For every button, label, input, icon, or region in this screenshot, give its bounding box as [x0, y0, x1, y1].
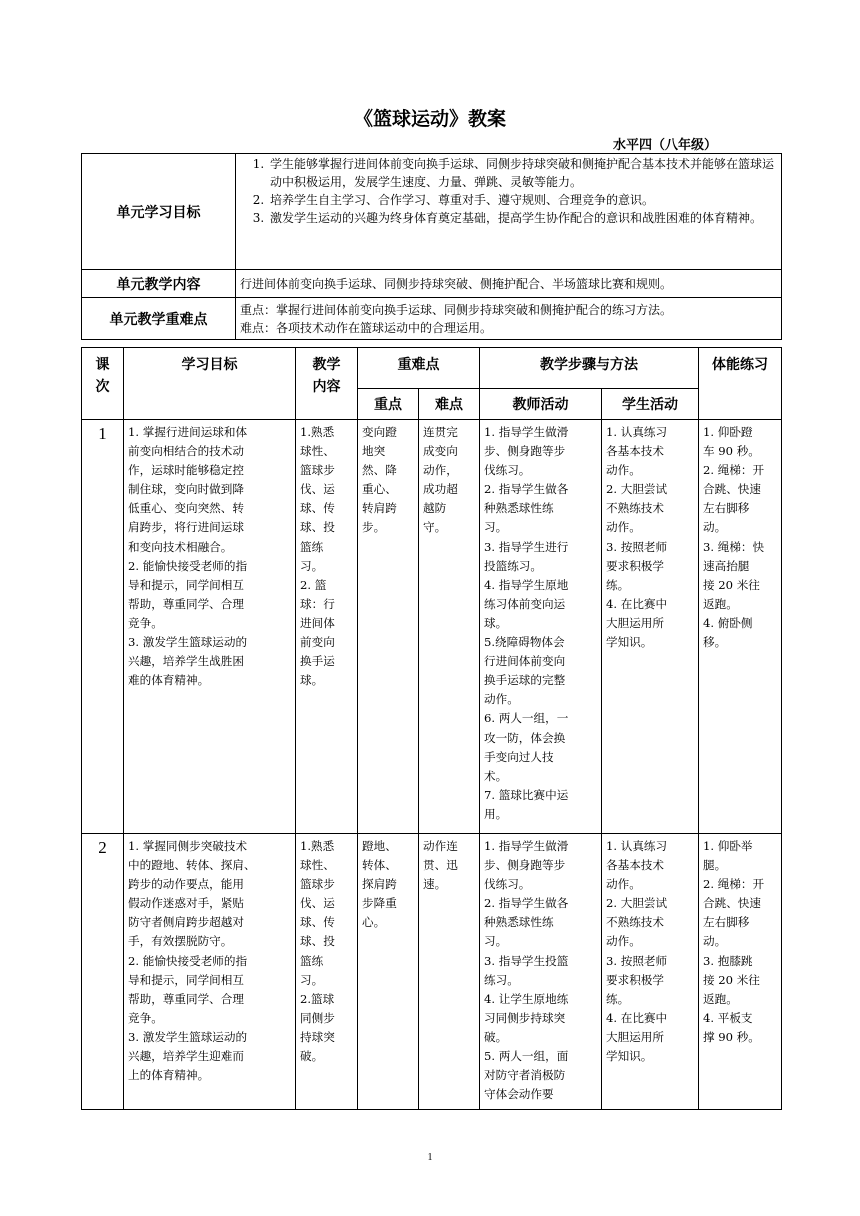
- cell-line: 变向蹬: [362, 425, 397, 439]
- lesson-student-activity: [602, 420, 699, 834]
- unit-goal-item: 3. 激发学生运动的兴趣为终身体育奠定基础，提高学生协作配合的意识和战胜困难的体育精神。: [268, 209, 777, 227]
- cell-line: 4. 在比赛中: [606, 1010, 668, 1025]
- cell-line: 球、传: [300, 501, 335, 516]
- cell-line: 习。: [300, 558, 324, 573]
- cell-line: 不熟练技术: [606, 501, 664, 516]
- unit-keypoints-cell: [236, 298, 782, 340]
- unit-goals-cell: [236, 154, 782, 270]
- cell-line: 4. 在比赛中: [606, 596, 668, 611]
- cell-line: 练。: [606, 577, 630, 592]
- steps-header: 教学步骤与方法: [480, 348, 699, 389]
- cell-line: 接 20 米往: [703, 972, 760, 987]
- cell-line: 合跳、快速: [703, 482, 761, 497]
- cell-line: 1. 认真练习: [606, 425, 668, 439]
- cell-line: 步降重: [362, 896, 397, 911]
- cell-line: 3. 按照老师: [606, 539, 668, 554]
- cell-line: 3. 抱膝跳: [703, 953, 753, 968]
- unit-goal-item: 1. 学生能够掌握行进间体前变向换手运球、同侧步持球突破和侧掩护配合基本技术并能够在篮球运动中积极运用，发展学生速度、力量、弹跳、灵敏等能力。: [268, 155, 777, 191]
- unit-content: 行进间体前变向换手运球、同侧步持球突破、侧掩护配合、半场篮球比赛和规则。: [236, 270, 782, 298]
- teacher-header: 教师活动: [480, 389, 602, 420]
- cell-line: 动作。: [606, 520, 641, 535]
- cell-line: 进间体: [300, 615, 335, 630]
- lesson-key: [358, 420, 419, 834]
- cell-line: 然、降: [362, 463, 397, 478]
- cell-line: 练习体前变向运: [484, 596, 566, 611]
- lesson-key: [358, 834, 419, 1110]
- cell-line: 4. 让学生原地练: [484, 991, 569, 1006]
- cell-line: 2. 绳梯：开: [703, 463, 765, 478]
- cell-line: 6. 两人一组，一: [484, 711, 569, 726]
- unit-goal-item: 2. 培养学生自主学习、合作学习、尊重对手、遵守规则、合理竞争的意识。: [268, 191, 777, 209]
- cell-line: 2. 大胆尝试: [606, 896, 668, 911]
- lesson-goals: [124, 834, 296, 1110]
- goals-header: 学习目标: [124, 348, 296, 420]
- cell-line: 左右脚移: [703, 915, 750, 930]
- cell-line: 球、投: [300, 520, 335, 535]
- cell-line: 动作连: [423, 839, 458, 853]
- cell-line: 成变向: [423, 444, 458, 459]
- cell-line: 4. 平板支: [703, 1010, 753, 1025]
- cell-line: 1. 指导学生做滑: [484, 839, 569, 853]
- cell-line: 转体、: [362, 858, 397, 873]
- cell-line: 篮练: [300, 953, 324, 968]
- cell-line: 守体会动作要: [484, 1087, 554, 1102]
- cell-line: 伐、运: [300, 896, 335, 911]
- lesson-number: 2: [82, 834, 124, 1110]
- cell-line: 伐练习。: [484, 463, 531, 478]
- cell-line: 重心、: [362, 482, 397, 497]
- cell-line: 各基本技术: [606, 444, 664, 459]
- cell-line: 速。: [423, 877, 447, 892]
- cell-line: 1.熟悉: [300, 839, 335, 853]
- cell-line: 腿。: [703, 858, 727, 873]
- cell-line: 投篮练习。: [484, 558, 542, 573]
- cell-line: 防守者侧肩跨步超越对: [128, 915, 244, 930]
- cell-line: 3. 激发学生篮球运动的: [128, 635, 248, 650]
- cell-line: 换手运: [300, 654, 335, 669]
- cell-line: 车 90 秒。: [703, 444, 760, 459]
- unit-difficulty: 难点：各项技术动作在篮球运动中的合理运用。: [240, 320, 493, 335]
- unit-content-label: 单元教学内容: [82, 270, 236, 298]
- cell-line: 1. 仰卧举: [703, 839, 753, 853]
- cell-line: 接 20 米往: [703, 577, 760, 592]
- cell-line: 5. 两人一组，面: [484, 1049, 569, 1064]
- cell-line: 3. 指导学生进行: [484, 539, 569, 554]
- cell-line: 球性、: [300, 858, 335, 873]
- cell-line: 2. 大胆尝试: [606, 482, 668, 497]
- cell-line: 练。: [606, 991, 630, 1006]
- cell-line: 贯、迅: [423, 858, 458, 873]
- cell-line: 合跳、快速: [703, 896, 761, 911]
- cell-line: 篮球步: [300, 463, 335, 478]
- cell-line: 动。: [703, 520, 727, 535]
- lesson-content: [296, 420, 358, 834]
- cell-line: 左右脚移: [703, 501, 750, 516]
- cell-line: 球。: [484, 615, 508, 630]
- cell-line: 要求积极学: [606, 558, 664, 573]
- cell-line: 返跑。: [703, 596, 738, 611]
- cell-line: 伐、运: [300, 482, 335, 497]
- cell-line: 4. 俯卧侧: [703, 615, 753, 630]
- cell-line: 难的体育精神。: [128, 673, 210, 688]
- cell-line: 3. 绳梯：快: [703, 539, 765, 554]
- cell-line: 导和提示，同学间相互: [128, 577, 244, 592]
- cell-line: 竞争。: [128, 1010, 163, 1025]
- cell-line: 种熟悉球性练: [484, 501, 554, 516]
- cell-line: 帮助，尊重同学、合理: [128, 991, 244, 1006]
- cell-line: 步、侧身跑等步: [484, 444, 566, 459]
- cell-line: 作，运球时能够稳定控: [128, 463, 244, 478]
- cell-line: 撑 90 秒。: [703, 1029, 760, 1044]
- cell-line: 上的体育精神。: [128, 1068, 210, 1083]
- lesson-fitness: [699, 834, 782, 1110]
- lesson-content: [296, 834, 358, 1110]
- cell-line: 球。: [300, 673, 324, 688]
- lesson-goals: [124, 420, 296, 834]
- cell-line: 3. 激发学生篮球运动的: [128, 1029, 248, 1044]
- lesson-number: 1: [82, 420, 124, 834]
- fitness-header: 体能练习: [699, 348, 782, 420]
- cell-line: 越防: [423, 501, 447, 516]
- cell-line: 速高抬腿: [703, 558, 750, 573]
- cell-line: 1. 指导学生做滑: [484, 425, 569, 439]
- cell-line: 探肩跨: [362, 877, 397, 892]
- cell-line: 低重心、变向突然、转: [128, 501, 244, 516]
- cell-line: 1. 认真练习: [606, 839, 668, 853]
- content-header: 教学 内容: [296, 348, 358, 420]
- cell-line: 动作。: [606, 934, 641, 949]
- cell-line: 学知识。: [606, 635, 653, 650]
- cell-line: 手，有效摆脱防守。: [128, 934, 233, 949]
- lesson-difficulty: [419, 834, 480, 1110]
- cell-line: 术。: [484, 768, 508, 783]
- cell-line: 破。: [484, 1029, 508, 1044]
- cell-line: 步、侧身跑等步: [484, 858, 566, 873]
- cell-line: 习。: [300, 972, 324, 987]
- cell-line: 3. 按照老师: [606, 953, 668, 968]
- cell-line: 手变向过人技: [484, 749, 554, 764]
- cell-line: 破。: [300, 1049, 324, 1064]
- cell-line: 步。: [362, 520, 386, 535]
- cell-line: 攻一防，体会换: [484, 730, 566, 745]
- cell-line: 返跑。: [703, 991, 738, 1006]
- cell-line: 球性、: [300, 444, 335, 459]
- cell-line: 要求积极学: [606, 972, 664, 987]
- lesson-student-activity: [602, 834, 699, 1110]
- cell-line: 2.篮球: [300, 991, 335, 1006]
- cell-line: 导和提示，同学间相互: [128, 972, 244, 987]
- unit-keypoints-label: 单元教学重难点: [82, 298, 236, 340]
- cell-line: 大胆运用所: [606, 1029, 664, 1044]
- cell-line: 动作。: [484, 692, 519, 707]
- cell-line: 守。: [423, 520, 447, 535]
- cell-line: 前变向相结合的技术动: [128, 444, 244, 459]
- cell-line: 球、投: [300, 934, 335, 949]
- cell-line: 球、传: [300, 915, 335, 930]
- unit-goals-list: [240, 155, 777, 227]
- lesson-plan-table: [81, 347, 782, 1110]
- cell-line: 动作。: [606, 463, 641, 478]
- cell-line: 1. 仰卧蹬: [703, 425, 753, 439]
- cell-line: 1.熟悉: [300, 425, 335, 439]
- lesson-difficulty: [419, 420, 480, 834]
- cell-line: 帮助，尊重同学、合理: [128, 596, 244, 611]
- cell-line: 兴趣，培养学生迎难而: [128, 1049, 244, 1064]
- cell-line: 大胆运用所: [606, 615, 664, 630]
- cell-line: 用。: [484, 806, 508, 821]
- cell-line: 成功超: [423, 482, 458, 497]
- cell-line: 习。: [484, 934, 508, 949]
- cell-line: 假动作迷惑对手，紧贴: [128, 896, 244, 911]
- cell-line: 各基本技术: [606, 858, 664, 873]
- page-number: 1: [427, 1152, 433, 1163]
- cell-line: 制住球，变向时做到降: [128, 482, 244, 497]
- lesson-row: [82, 420, 782, 834]
- cell-line: 同侧步: [300, 1010, 335, 1025]
- cell-line: 1. 掌握行进间运球和体: [128, 425, 248, 439]
- unit-keypoint: 重点：掌握行进间体前变向换手运球、同侧步持球突破和侧掩护配合的练习方法。: [240, 302, 673, 317]
- cell-line: 2. 篮: [300, 577, 327, 592]
- cell-line: 学知识。: [606, 1049, 653, 1064]
- cell-line: 蹬地、: [362, 839, 397, 853]
- cell-line: 习同侧步持球突: [484, 1010, 566, 1025]
- cell-line: 习。: [484, 520, 508, 535]
- cell-line: 持球突: [300, 1029, 335, 1044]
- cell-line: 跨步的动作要点，能用: [128, 877, 244, 892]
- cell-line: 4. 指导学生原地: [484, 577, 569, 592]
- cell-line: 5.绕障碍物体会: [484, 635, 565, 650]
- cell-line: 动作，: [423, 463, 458, 478]
- grade-level: 水平四（八年级）: [613, 138, 718, 153]
- cell-line: 篮球步: [300, 877, 335, 892]
- cell-line: 篮练: [300, 539, 324, 554]
- student-header: 学生活动: [602, 389, 699, 420]
- cell-line: 2. 绳梯：开: [703, 877, 765, 892]
- lesson-fitness: [699, 420, 782, 834]
- cell-line: 练习。: [484, 972, 519, 987]
- cell-line: 动作。: [606, 877, 641, 892]
- cell-line: 3. 指导学生投篮: [484, 953, 569, 968]
- lesson-header: 课 次: [82, 348, 124, 420]
- key-header: 重点: [358, 389, 419, 420]
- unit-overview-table: [81, 153, 782, 340]
- cell-line: 竞争。: [128, 615, 163, 630]
- cell-line: 移。: [703, 635, 727, 650]
- cell-line: 肩跨步，将行进间运球: [128, 520, 244, 535]
- cell-line: 动。: [703, 934, 727, 949]
- cell-line: 和变向技术相融合。: [128, 539, 233, 554]
- cell-line: 前变向: [300, 635, 335, 650]
- cell-line: 换手运球的完整: [484, 673, 566, 688]
- cell-line: 2. 能愉快接受老师的指: [128, 558, 248, 573]
- cell-line: 对防守者消极防: [484, 1068, 566, 1083]
- cell-line: 转肩跨: [362, 501, 397, 516]
- cell-line: 1. 掌握同侧步突破技术: [128, 839, 248, 853]
- cell-line: 2. 指导学生做各: [484, 896, 569, 911]
- cell-line: 2. 指导学生做各: [484, 482, 569, 497]
- lesson-teacher-activity: [480, 834, 602, 1110]
- lesson-teacher-activity: [480, 420, 602, 834]
- cell-line: 伐练习。: [484, 877, 531, 892]
- keydiff-header: 重难点: [358, 348, 480, 389]
- cell-line: 2. 能愉快接受老师的指: [128, 953, 248, 968]
- cell-line: 7. 篮球比赛中运: [484, 787, 569, 802]
- cell-line: 球：行: [300, 596, 335, 611]
- document-title: 《篮球运动》教案: [353, 108, 506, 130]
- cell-line: 不熟练技术: [606, 915, 664, 930]
- cell-line: 种熟悉球性练: [484, 915, 554, 930]
- diff-header: 难点: [419, 389, 480, 420]
- cell-line: 地突: [362, 444, 386, 459]
- cell-line: 中的蹬地、转体、探肩、: [128, 858, 256, 873]
- cell-line: 兴趣，培养学生战胜困: [128, 654, 244, 669]
- lesson-row: [82, 834, 782, 1110]
- cell-line: 心。: [362, 915, 386, 930]
- cell-line: 行进间体前变向: [484, 654, 566, 669]
- cell-line: 连贯完: [423, 425, 458, 439]
- unit-goals-label: 单元学习目标: [82, 154, 236, 270]
